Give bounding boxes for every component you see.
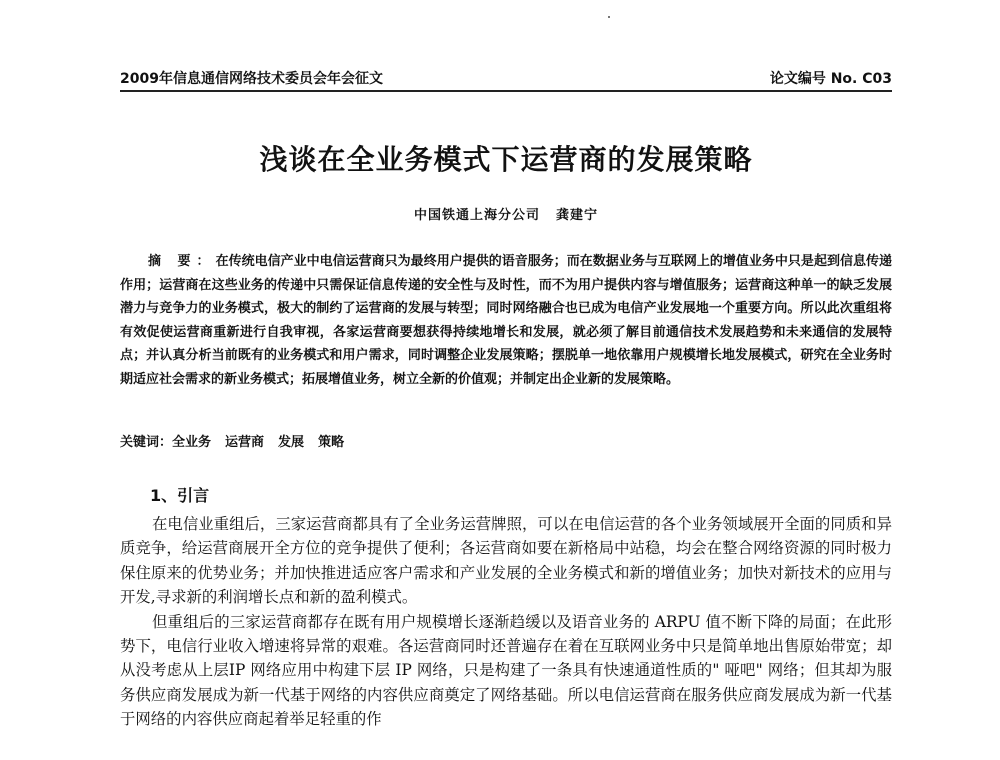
keyword-item: 运营商 xyxy=(225,435,265,450)
keywords xyxy=(120,432,892,454)
body-paragraph: 在电信业重组后，三家运营商都具有了全业务运营牌照，可以在电信运营的各个业务领域展开全面的同质和异质竞争，给运营商展开全方位的竞争提供了便利；各运营商如要在新格局中站稳，均会在整合网络资源的同时极力保住原来的优势业务；并加快推进适应客户需求和产业发展的全业务模式和新的增值业务；加快对新技术的应用与开发,寻求新的利润增长点和新的盈利模式。 xyxy=(120,515,892,607)
abstract-label: 摘 要： xyxy=(148,254,216,269)
author-name: 龚建宁 xyxy=(556,208,599,223)
body-paragraph: 但重组后的三家运营商都存在既有用户规模增长逐渐趋缓以及语音业务的 ARPU 值不断下降的局面；在此形势下，电信行业收入增速将异常的艰难。各运营商同时还普遍存在着在互联网业务中只是简单地出售原始带宽；却从没考虑从上层IP 网络应用中构建下层 IP 网络，只是构建了一条具有快速通道性质的" 哑吧" 网络；但其却为服务供应商发展成为新一代基于网络的内容供应商奠定了网络基础。所以电信运营商在服务供应商发展成为新一代基于网络的内容供应商起着举足轻重的作 xyxy=(120,612,892,729)
paper-title: 浅谈在全业务模式下运营商的发展策略 xyxy=(259,143,753,176)
section-body xyxy=(120,512,892,732)
abstract xyxy=(120,250,892,392)
header-rule xyxy=(120,90,892,92)
section-heading: 1、引言 xyxy=(150,486,210,505)
author-line xyxy=(120,204,892,223)
header-paper-number: 论文编号 No. C03 xyxy=(769,71,892,87)
abstract-text: 在传统电信产业中电信运营商只为最终用户提供的语音服务；而在数据业务与互联网上的增值业务中只是起到信息传递作用；运营商在这些业务的传递中只需保证信息传递的安全性与及时性，而不为用户提供内容与增值服务；运营商这种单一的缺乏发展潜力与竞争力的业务模式，极大的制约了运营商的发展与转型；同时网络融合也已成为电信产业发展地一个重要方向。所以此次重组将有效促使运营商重新进行自我审视，各家运营商要想获得持续地增长和发展，就必须了解目前通信技术发展趋势和未来通信的发展特点；并认真分析当前既有的业务模式和用户需求，同时调整企业发展策略；摆脱单一地依靠用户规模增长地发展模式，研究在全业务时期适应社会需求的新业务模式；拓展增值业务，树立全新的价值观；并制定出企业新的发展策略。 xyxy=(120,254,892,387)
scan-speck xyxy=(608,16,610,18)
keyword-item: 发展 xyxy=(278,435,305,450)
header-conference: 2009年信息通信网络技术委员会年会征文 xyxy=(120,71,383,87)
keywords-label: 关键词： xyxy=(120,435,173,450)
running-header xyxy=(120,64,892,88)
keyword-item: 全业务 xyxy=(172,435,212,450)
author-affiliation: 中国铁通上海分公司 xyxy=(413,208,540,223)
keyword-item: 策略 xyxy=(318,435,345,450)
